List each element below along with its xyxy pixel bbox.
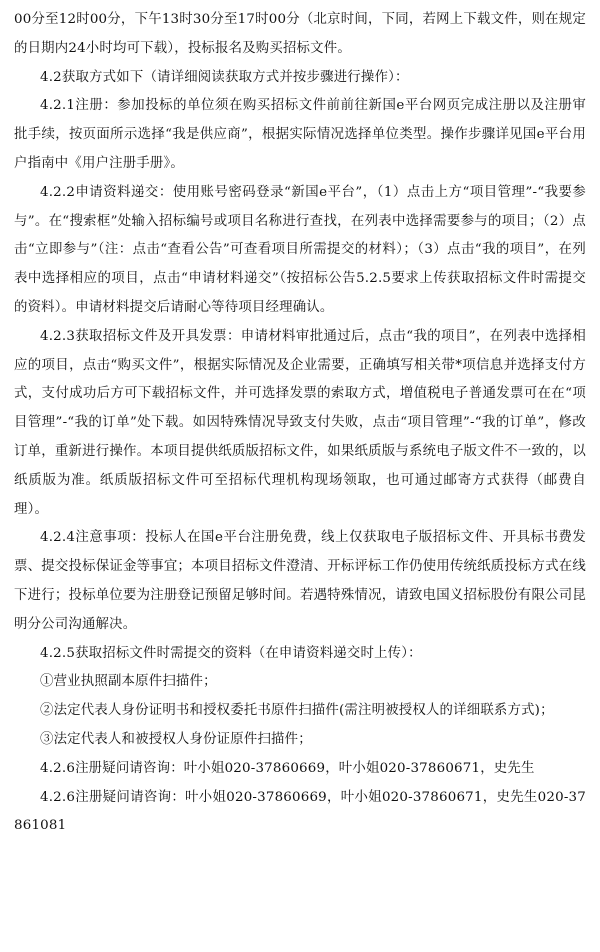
paragraph-4-2-4-notes: 4.2.4注意事项：投标人在国e平台注册免费，线上仅获取电子版招标文件、开具标书费发票、提交投标保证金等事宜；本项目招标文件澄清、开标评标工作仍使用传统纸质投标方式在线下进行；投标单位要为注册登记预留足够时间。若遇特殊情况，请致电国义招标股份有限公司昆明分公司沟通解决。 xyxy=(14,530,586,632)
paragraph-4-2-6-contact-repeat: 4.2.6注册疑问请咨询：叶小姐020-37860669，叶小姐020-37860671，史先生020-37861081 xyxy=(14,789,586,834)
paragraph-4-2-1-registration: 4.2.1注册：参加投标的单位须在购买招标文件前前往新国e平台网页完成注册以及注册审批手续，按页面所示选择“我是供应商”，根据实际情况选择单位类型。操作步骤详见国e平台用户指南中《用户注册手册》。 xyxy=(14,98,586,171)
document-body xyxy=(14,6,586,841)
paragraph-4-2-3-purchase-and-invoice: 4.2.3获取招标文件及开具发票：申请材料审批通过后，点击“我的项目”，在列表中选择相应的项目，点击“购买文件”，根据实际情况及企业需要，正确填写相关带*项信息并选择支付方式，支付成功后方可下载招标文件，并可选择发票的索取方式，增值税电子普通发票可在在“项目管理”-“我的订单”处下载。如因特殊情况导致支付失败，点击“项目管理”-“我的订单”，修改订单，重新进行操作。本项目提供纸质版招标文件，如果纸质版与系统电子版文件不一致的，以纸质版为准。纸质版招标文件可至招标代理机构现场领取，也可通过邮寄方式获得（邮费自理）。 xyxy=(14,328,586,517)
paragraph-registration-time: 00分至12时00分，下午13时30分至17时00分（北京时间，下同，若网上下载文件，则在规定的日期内24小时均可下载），投标报名及购买招标文件。 xyxy=(14,12,586,56)
list-item-id-cards: ③法定代表人和被授权人身份证原件扫描件； xyxy=(40,731,312,747)
paragraph-4-2-acquisition-method: 4.2获取方式如下（请详细阅读获取方式并按步骤进行操作）： xyxy=(40,69,409,85)
paragraph-4-2-2-application-submission: 4.2.2申请资料递交：使用账号密码登录“新国e平台”，（1）点击上方“项目管理”-“我要参与”。在“搜索框”处输入招标编号或项目名称进行查找，在列表中选择需要参与的项目；（2）点击“立即参与”（注：点击“查看公告”可查看项目所需提交的材料）；（3）点击“我的项目”，在列表中选择相应的项目，点击“申请材料递交”（按招标公告5.2.5要求上传获取招标文件时需提交的资料）。申请材料提交后请耐心等待项目经理确认。 xyxy=(14,184,586,315)
paragraph-4-2-5-required-materials: 4.2.5获取招标文件时需提交的资料（在申请资料递交时上传）： xyxy=(40,645,422,661)
list-item-business-license: ①营业执照副本原件扫描件； xyxy=(40,674,217,690)
paragraph-4-2-6-contact: 4.2.6注册疑问请咨询：叶小姐020-37860669，叶小姐020-37860671，史先生 xyxy=(40,760,535,776)
list-item-authorization-letter: ②法定代表人身份证明书和授权委托书原件扫描件(需注明被授权人的详细联系方式)； xyxy=(40,703,554,719)
